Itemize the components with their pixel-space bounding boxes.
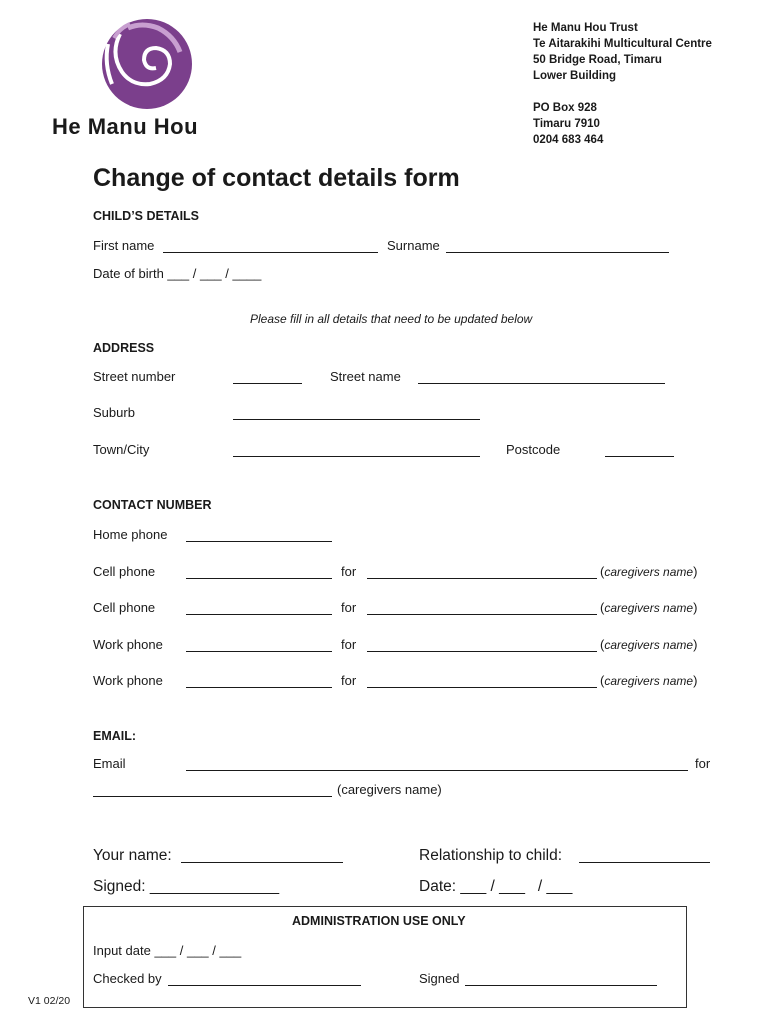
admin-signed-label: Signed bbox=[419, 971, 460, 986]
surname-field[interactable] bbox=[446, 252, 669, 253]
version-text: V1 02/20 bbox=[28, 995, 71, 1007]
address-line: Lower Building bbox=[533, 70, 617, 82]
caregiver-name-hint: caregivers name bbox=[604, 565, 694, 579]
street-name-label: Street name bbox=[330, 369, 401, 384]
caregiver-hint bbox=[600, 637, 697, 652]
email-heading: EMAIL: bbox=[93, 729, 137, 743]
caregiver-field[interactable] bbox=[367, 687, 597, 688]
caregiver-name-hint: caregivers name bbox=[604, 674, 694, 688]
po-line: PO Box 928 bbox=[533, 102, 597, 114]
caregiver-field[interactable] bbox=[367, 651, 597, 652]
date-field[interactable]: Date: ___ / ___ / ___ bbox=[419, 878, 573, 895]
caregiver-name-hint: caregivers name bbox=[604, 638, 694, 652]
caregiver-field[interactable] bbox=[367, 578, 597, 579]
dob-field[interactable]: Date of birth ___ / ___ / ____ bbox=[93, 266, 262, 281]
town-label: Town/City bbox=[93, 442, 150, 457]
phone-label: Cell phone bbox=[93, 600, 156, 615]
first-name-label: First name bbox=[93, 238, 155, 253]
admin-signed-field[interactable] bbox=[465, 985, 657, 986]
your-name-field[interactable] bbox=[181, 862, 343, 863]
po-line: Timaru 7910 bbox=[533, 118, 600, 130]
child-details-heading: CHILD’S DETAILS bbox=[93, 209, 200, 223]
email-for-label: for bbox=[695, 756, 711, 771]
phone-field[interactable] bbox=[186, 578, 332, 579]
admin-heading: ADMINISTRATION USE ONLY bbox=[292, 914, 466, 928]
phone-label: Cell phone bbox=[93, 564, 156, 579]
postcode-label: Postcode bbox=[506, 442, 561, 457]
contact-heading: CONTACT NUMBER bbox=[93, 498, 212, 512]
address-line: He Manu Hou Trust bbox=[533, 22, 638, 34]
caregiver-name-hint: caregivers name bbox=[604, 601, 694, 615]
paren-open: ( bbox=[600, 600, 605, 615]
phone-label: Work phone bbox=[93, 637, 163, 652]
phone-label: Work phone bbox=[93, 673, 163, 688]
for-label: for bbox=[341, 600, 357, 615]
street-number-field[interactable] bbox=[233, 383, 302, 384]
for-label: for bbox=[341, 673, 357, 688]
org-address bbox=[533, 20, 712, 148]
street-number-label: Street number bbox=[93, 369, 176, 384]
relationship-label: Relationship to child: bbox=[419, 847, 563, 864]
email-caregiver-field[interactable] bbox=[93, 796, 332, 797]
paren-close: ) bbox=[693, 600, 698, 615]
address-line: 50 Bridge Road, Timaru bbox=[533, 54, 662, 66]
input-date-field[interactable]: Input date ___ / ___ / ___ bbox=[93, 943, 242, 958]
caregiver-field[interactable] bbox=[367, 614, 597, 615]
phone-line: 0204 683 464 bbox=[533, 134, 604, 146]
paren-close: ) bbox=[693, 637, 698, 652]
paren-close: ) bbox=[693, 564, 698, 579]
postcode-field[interactable] bbox=[605, 456, 674, 457]
suburb-field[interactable] bbox=[233, 419, 480, 420]
paren-close: ) bbox=[693, 673, 698, 688]
relationship-field[interactable] bbox=[579, 862, 710, 863]
page-title: Change of contact details form bbox=[93, 164, 460, 192]
home-phone-label: Home phone bbox=[93, 527, 168, 542]
logo-text: He Manu Hou bbox=[52, 114, 199, 139]
logo-bird-icon bbox=[50, 14, 250, 114]
for-label: for bbox=[341, 564, 357, 579]
address-heading: ADDRESS bbox=[93, 341, 155, 355]
first-name-field[interactable] bbox=[163, 252, 378, 253]
signed-field[interactable]: Signed: _______________ bbox=[93, 878, 280, 895]
paren-open: ( bbox=[600, 673, 605, 688]
caregiver-hint bbox=[600, 600, 697, 615]
paren-open: ( bbox=[600, 637, 605, 652]
logo bbox=[50, 14, 250, 139]
home-phone-field[interactable] bbox=[186, 541, 332, 542]
checked-by-field[interactable] bbox=[168, 985, 361, 986]
for-label: for bbox=[341, 637, 357, 652]
street-name-field[interactable] bbox=[418, 383, 665, 384]
email-field[interactable] bbox=[186, 770, 688, 771]
town-field[interactable] bbox=[233, 456, 480, 457]
email-caregiver-hint: (caregivers name) bbox=[337, 782, 442, 797]
paren-open: ( bbox=[600, 564, 605, 579]
address-line: Te Aitarakihi Multicultural Centre bbox=[533, 38, 712, 50]
phone-field[interactable] bbox=[186, 687, 332, 688]
caregiver-hint bbox=[600, 673, 697, 688]
your-name-label: Your name: bbox=[93, 847, 172, 864]
instruction-text: Please fill in all details that need to be updated below bbox=[250, 312, 533, 326]
surname-label: Surname bbox=[387, 238, 440, 253]
email-label: Email bbox=[93, 756, 126, 771]
suburb-label: Suburb bbox=[93, 405, 135, 420]
checked-by-label: Checked by bbox=[93, 971, 162, 986]
phone-field[interactable] bbox=[186, 651, 332, 652]
phone-field[interactable] bbox=[186, 614, 332, 615]
caregiver-hint bbox=[600, 564, 697, 579]
